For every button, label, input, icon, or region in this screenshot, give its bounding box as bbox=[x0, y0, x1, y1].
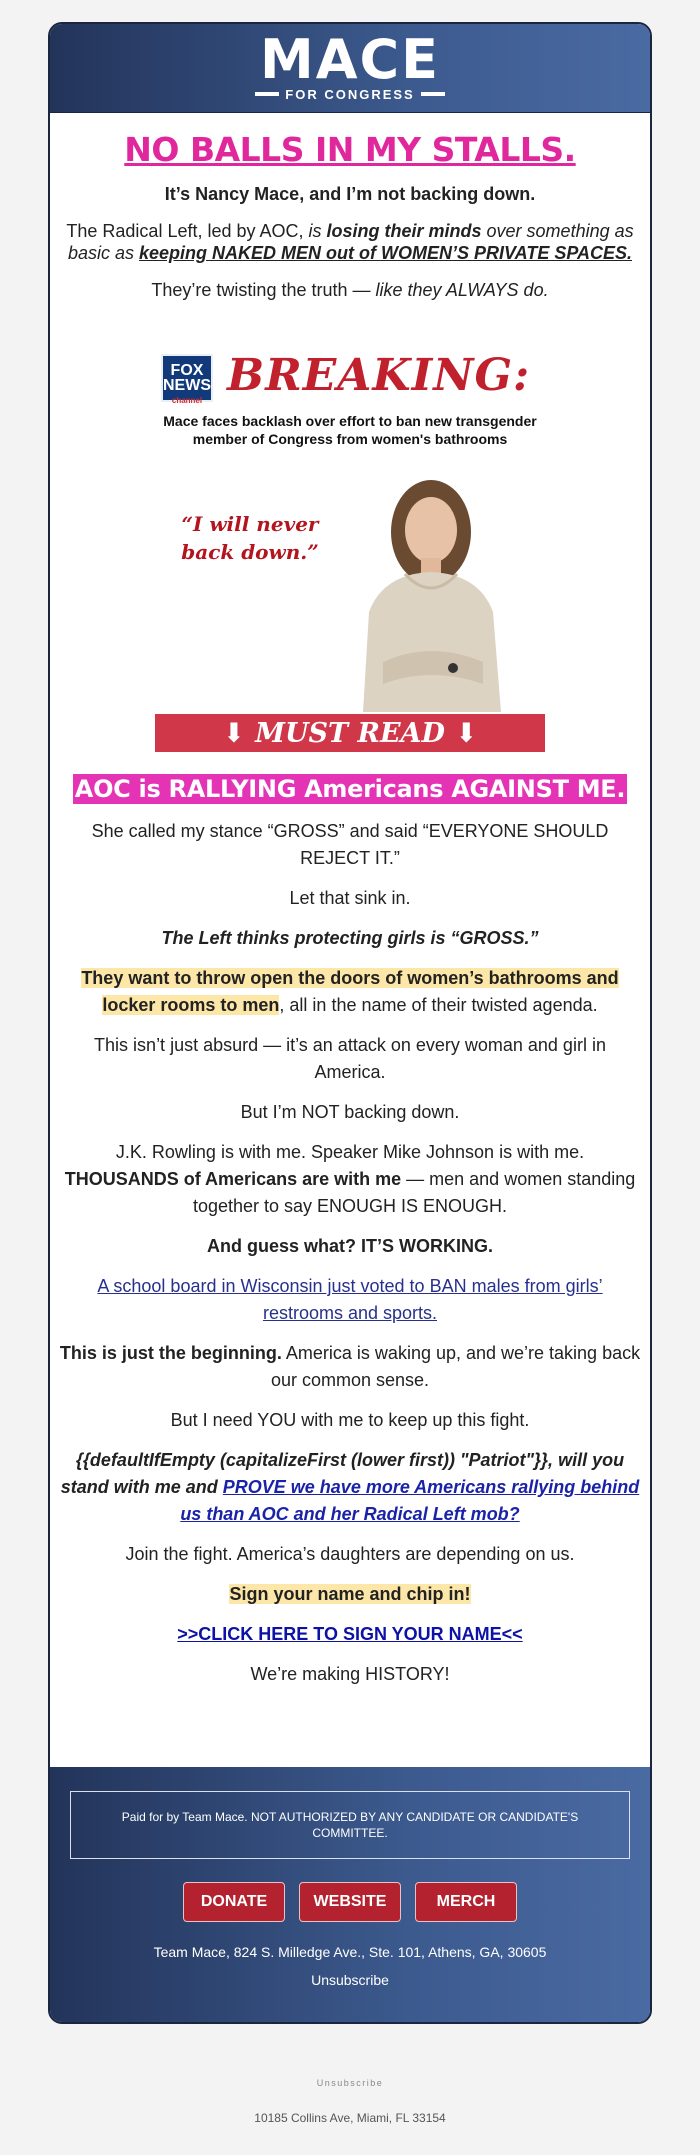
paragraph-need-you: But I need YOU with me to keep up this fight. bbox=[170, 1410, 530, 1430]
email-body bbox=[50, 130, 650, 1688]
emphasis-link[interactable]: keeping NAKED MEN out of WOMEN’S PRIVATE SPACES. bbox=[139, 243, 633, 263]
rally-heading: AOC is RALLYING Americans AGAINST ME. bbox=[74, 775, 626, 803]
divider bbox=[421, 92, 445, 96]
banner-quote: “I will never back down.” bbox=[181, 512, 319, 564]
paragraph-left-gross: The Left thinks protecting girls is “GROSS.” bbox=[161, 928, 539, 948]
wisconsin-link[interactable]: A school board in Wisconsin just voted to BAN males from girls’ restrooms and sports. bbox=[97, 1276, 603, 1323]
logo-wordmark: MACE bbox=[259, 27, 441, 91]
fox-news-logo: FOX NEWS channel bbox=[161, 354, 213, 402]
breaking-title: BREAKING: bbox=[227, 350, 531, 401]
headline[interactable]: NO BALLS IN MY STALLS. bbox=[124, 130, 576, 169]
logo-sub-text: FOR CONGRESS bbox=[285, 86, 415, 102]
paragraph-doors: They want to throw open the doors of women’s bathrooms and locker rooms to men, all in the name of their twisted agenda. bbox=[81, 968, 619, 1015]
paragraph-beginning: This is just the beginning. America is waking up, and we’re taking back our common sense. bbox=[59, 1343, 641, 1390]
paragraph-gross: She called my stance “GROSS” and said “EVERYONE SHOULD REJECT IT.” bbox=[91, 821, 609, 868]
must-read-bar[interactable]: ⬇ MUST READ ⬇ bbox=[155, 714, 545, 752]
paragraph-cta bbox=[58, 1621, 642, 1648]
intro-text: It’s Nancy Mace, and I’m not backing down. bbox=[164, 184, 536, 204]
bottom-address: 10185 Collins Ave, Miami, FL 33154 bbox=[254, 2111, 446, 2125]
divider bbox=[255, 92, 279, 96]
paragraph-join: Join the fight. America’s daughters are depending on us. bbox=[125, 1544, 575, 1564]
paragraph-sink-in: Let that sink in. bbox=[289, 888, 411, 908]
paragraph-merge-field: {{defaultIfEmpty (capitalizeFirst (lower first)) "Patriot"}}, will you stand with me and PROVE we have more Americans rallying behind us than AOC and her Radical Left mob? bbox=[60, 1450, 640, 1524]
sign-name-link[interactable]: >>CLICK HERE TO SIGN YOUR NAME<< bbox=[177, 1624, 523, 1644]
donate-button[interactable]: DONATE bbox=[183, 1882, 285, 1922]
website-button[interactable]: WEBSITE bbox=[299, 1882, 401, 1922]
arrow-down-icon: ⬇ bbox=[454, 717, 478, 749]
email-footer bbox=[50, 1767, 650, 2022]
mace-logo[interactable] bbox=[259, 27, 441, 91]
portrait-photo bbox=[343, 462, 518, 712]
paragraph-working: And guess what? IT’S WORKING. bbox=[206, 1236, 493, 1256]
paragraph-not-backing: But I’m NOT backing down. bbox=[240, 1102, 460, 1122]
email-card bbox=[48, 22, 652, 2024]
paragraph-history: We’re making HISTORY! bbox=[250, 1664, 450, 1684]
paid-for-disclaimer: Paid for by Team Mace. NOT AUTHORIZED BY ANY CANDIDATE OR CANDIDATE'S COMMITTEE. bbox=[70, 1791, 630, 1859]
footer-address: Team Mace, 824 S. Milledge Ave., Ste. 101, Athens, GA, 30605 bbox=[153, 1944, 547, 1960]
breaking-news-banner[interactable] bbox=[155, 350, 545, 758]
bottom-unsubscribe-link[interactable]: Unsubscribe bbox=[316, 2078, 384, 2088]
paragraph-absurd: This isn’t just absurd — it’s an attack on every woman and girl in America. bbox=[94, 1035, 606, 1082]
footer-unsubscribe-link[interactable]: Unsubscribe bbox=[311, 1972, 389, 1988]
paragraph-twisting: They’re twisting the truth — like they ALWAYS do. bbox=[151, 280, 549, 300]
paragraph-rowling: J.K. Rowling is with me. Speaker Mike Johnson is with me. THOUSANDS of Americans are with me — men and women standing together to say ENOUGH IS ENOUGH. bbox=[64, 1142, 636, 1216]
paragraph-sign: Sign your name and chip in! bbox=[229, 1584, 471, 1604]
paragraph-wisconsin bbox=[58, 1273, 642, 1327]
footer-buttons bbox=[50, 1882, 650, 1922]
prove-link[interactable]: PROVE we have more Americans rallying behind us than AOC and her Radical Left mob? bbox=[180, 1477, 640, 1524]
email-header bbox=[50, 24, 650, 113]
arrow-down-icon: ⬇ bbox=[222, 717, 246, 749]
merch-button[interactable]: MERCH bbox=[415, 1882, 517, 1922]
breaking-subline: Mace faces backlash over effort to ban new transgender member of Congress from women's bathrooms bbox=[163, 413, 537, 447]
paragraph-radical-left: The Radical Left, led by AOC, is losing their minds over something as basic as keeping NAKED MEN out of WOMEN’S PRIVATE SPACES. bbox=[66, 221, 634, 263]
